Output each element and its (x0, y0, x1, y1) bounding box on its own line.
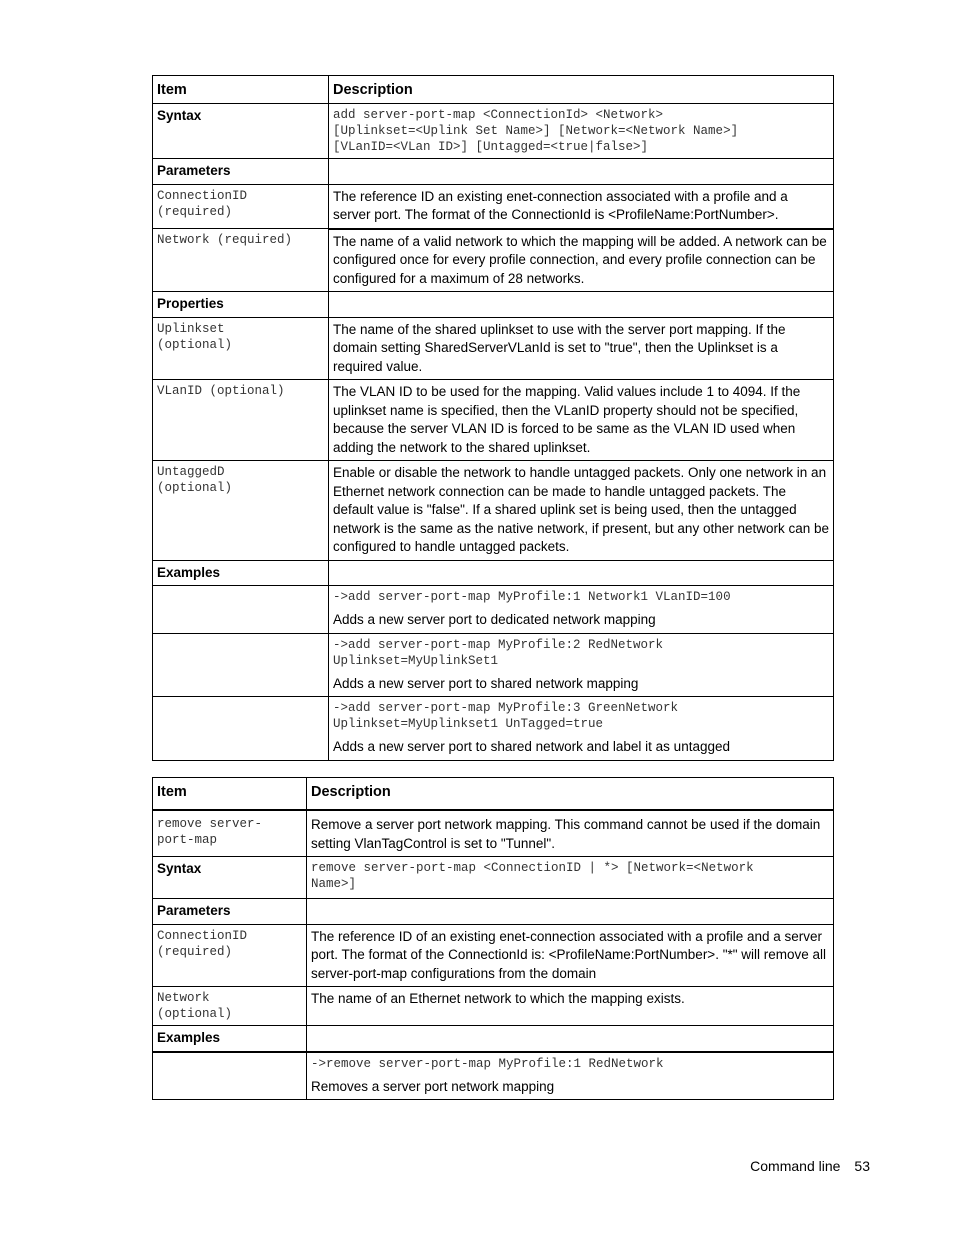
param-name: Network (optional) (157, 991, 233, 1021)
param-name: ConnectionID (required) (157, 188, 248, 219)
param-row (153, 229, 834, 292)
property-row (153, 317, 834, 380)
example-row (153, 697, 834, 761)
description-header: Description (307, 778, 834, 811)
item-header: Item (153, 76, 329, 104)
examples-label: Examples (153, 1026, 307, 1052)
syntax-text: add server-port-map <ConnectionId> <Network> [Uplinkset=<Uplink Set Name>] [Network=<Network Name>] [VLanID=<VLan ID>] [Untagged=<true|false>] (333, 108, 739, 154)
example-command: ->add server-port-map MyProfile:2 RedNetwork Uplinkset=MyUplinkSet1 (333, 637, 664, 668)
example-command: ->add server-port-map MyProfile:3 GreenNetwork Uplinkset=MyUplinkset1 UnTagged=true (333, 701, 679, 731)
property-description: The VLAN ID to be used for the mapping. Valid values include 1 to 4094. If the uplinkset name is specified, then the VLanID property should not be specified, because the server VLAN ID is forced to be same as the VLAN ID used when adding the network to the shared uplinkset. (329, 380, 834, 461)
examples-label: Examples (153, 560, 329, 586)
command-name: remove server- port-map (157, 817, 263, 847)
example-description: Adds a new server port to shared network and label it as untagged (333, 739, 730, 754)
param-description: The name of an Ethernet network to which the mapping exists. (307, 987, 834, 1026)
examples-row (153, 1026, 834, 1052)
page-footer (736, 1158, 870, 1174)
syntax-label: Syntax (153, 857, 307, 899)
property-row (153, 380, 834, 461)
example-command: ->add server-port-map MyProfile:1 Network1 VLanID=100 (333, 590, 731, 604)
page-number: 53 (854, 1158, 870, 1174)
param-description: The name of a valid network to which the mapping will be added. A network can be configured once for every profile connection, and every profile connection can be configured for a maximum of 28 networks. (329, 229, 834, 292)
command-description: Remove a server port network mapping. This command cannot be used if the domain setting VlanTagControl is set to "Tunnel". (307, 810, 834, 857)
parameters-row (153, 159, 834, 185)
example-description: Adds a new server port to dedicated network mapping (333, 612, 656, 627)
property-name: UntaggedD (optional) (157, 465, 233, 495)
property-description: The name of the shared uplinkset to use with the server port mapping. If the domain setting SharedServerVLanId is set to "true", then the Uplinkset is a required value. (329, 317, 834, 380)
item-header: Item (153, 778, 307, 811)
param-name: ConnectionID (required) (157, 928, 248, 959)
syntax-row (153, 104, 834, 159)
param-row (153, 184, 834, 229)
property-name: Uplinkset (optional) (157, 321, 233, 352)
properties-row (153, 292, 834, 318)
example-description: Removes a server port network mapping (311, 1078, 555, 1094)
table-header-row (153, 778, 834, 811)
command-row (153, 810, 834, 857)
examples-row (153, 560, 834, 586)
properties-label: Properties (153, 292, 329, 318)
example-description: Adds a new server port to shared network mapping (333, 675, 639, 691)
syntax-text: remove server-port-map <ConnectionID | *> [Network=<Network Name>] (311, 861, 754, 891)
example-row (153, 586, 834, 634)
description-header: Description (329, 76, 834, 104)
example-command: ->remove server-port-map MyProfile:1 RedNetwork (311, 1056, 664, 1071)
footer-section-title: Command line (750, 1158, 841, 1174)
param-description: The reference ID of an existing enet-connection associated with a profile and a server port. The format of the ConnectionId is: <ProfileName:PortNumber>. "*" will remove all server-port-map configurations from the domain (307, 924, 834, 987)
syntax-row (153, 857, 834, 899)
parameters-label: Parameters (153, 899, 307, 925)
example-row (153, 1052, 834, 1100)
add-server-port-map-table (152, 75, 834, 761)
param-description: The reference ID an existing enet-connection associated with a profile and a server port. The format of the ConnectionId is <ProfileName:PortNumber>. (329, 184, 834, 229)
syntax-label: Syntax (153, 104, 329, 159)
table-header-row (153, 76, 834, 104)
example-row (153, 633, 834, 697)
property-description: Enable or disable the network to handle untagged packets. Only one network in an Ethernet network connection can be made to handle untagged packets. The default value is "false". If a shared uplink set is being used, then the untagged network is the same as the native network, if present, but any other network can be configured to handle untagged packets. (329, 461, 834, 561)
property-row (153, 461, 834, 561)
param-row (153, 987, 834, 1026)
property-name: VLanID (optional) (157, 384, 285, 398)
param-row (153, 924, 834, 987)
param-name: Network (required) (157, 233, 293, 247)
parameters-row (153, 899, 834, 925)
remove-server-port-map-table (152, 777, 834, 1100)
parameters-label: Parameters (153, 159, 329, 185)
